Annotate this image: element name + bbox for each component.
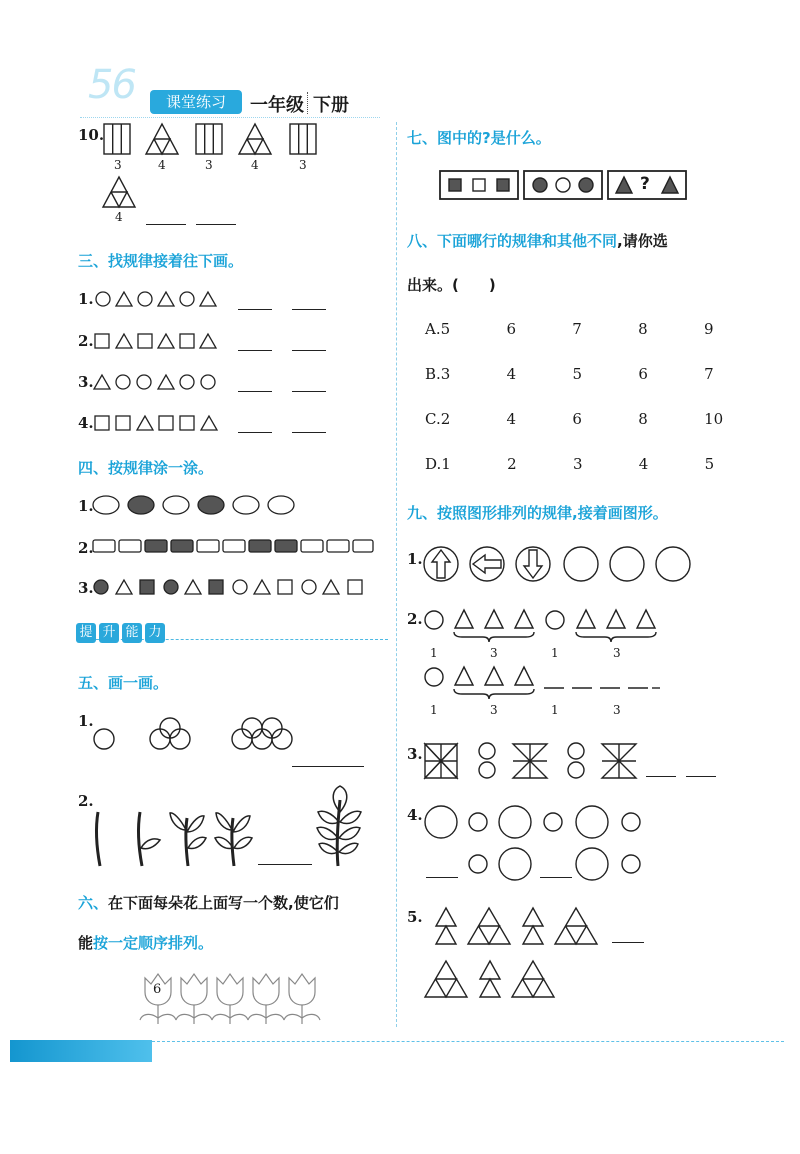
bowtie-shape — [425, 744, 457, 778]
bowtie-shape — [513, 744, 547, 778]
question-mark: ? — [640, 174, 650, 194]
section-8-title-c: ,请你选 — [617, 232, 668, 250]
four-triangle-shape — [555, 908, 597, 944]
item-number: 2. — [78, 792, 94, 810]
q10-label: 3 — [205, 158, 213, 172]
item-number: 4. — [78, 414, 94, 432]
count-label: 3 — [490, 703, 498, 717]
footer-rule — [152, 1041, 784, 1042]
answer-blank[interactable] — [540, 877, 572, 878]
section-6-line2-b: 按一定顺序排列。 — [93, 934, 214, 952]
four-triangle-shape — [425, 961, 467, 997]
four-triangle-shape — [512, 961, 554, 997]
answer-blank[interactable] — [612, 942, 644, 943]
section-8-line2-text: 出来。( ) — [407, 276, 496, 294]
item-number: 3. — [407, 745, 423, 763]
header-volume: 下册 — [313, 95, 349, 116]
count-label: 1 — [430, 703, 438, 717]
answer-blank[interactable] — [686, 776, 716, 777]
count-label: 1 — [551, 646, 559, 660]
section-6-title-prefix: 六、 — [78, 894, 109, 912]
item-number: 1. — [407, 550, 423, 568]
section-3-title: 三、找规律接着往下画。 — [78, 252, 244, 270]
skill-char: 能 — [122, 623, 142, 643]
page-number: 56 — [88, 62, 135, 108]
count-label: 3 — [613, 646, 621, 660]
flower-number: 6 — [153, 982, 162, 997]
bowtie-shape — [602, 744, 636, 778]
item-number: 2. — [407, 610, 423, 628]
count-label: 3 — [613, 703, 621, 717]
item-number: 2. — [78, 332, 94, 350]
count-label: 1 — [430, 646, 438, 660]
q10-label: 3 — [299, 158, 307, 172]
section-4-title: 四、按规律涂一涂。 — [78, 459, 214, 477]
count-label: 3 — [490, 646, 498, 660]
section-8-title-b: 哪行的规律和其他不同 — [467, 232, 618, 250]
item-number: 1. — [78, 497, 94, 515]
stacked-triangle-shape — [523, 908, 543, 944]
item-number: 5. — [407, 908, 423, 926]
section-8-title-a: 八、下面 — [407, 232, 468, 250]
stacked-triangle-shape — [436, 908, 456, 944]
q10-label: 3 — [114, 158, 122, 172]
option-d[interactable]: D.1 2 3 4 5 — [425, 455, 715, 473]
section-5-title: 五、画一画。 — [78, 674, 169, 692]
option-b[interactable]: B.3 4 5 6 7 — [425, 365, 714, 383]
option-c[interactable]: C.2 4 6 8 10 — [425, 410, 724, 428]
header-grade: 一年级 — [250, 95, 304, 116]
skill-char: 升 — [99, 623, 119, 643]
section-6-title-rest: 在下面每朵花上面写一个数,使它们 — [108, 894, 339, 912]
skill-char: 力 — [145, 623, 165, 643]
answer-blank[interactable] — [646, 776, 676, 777]
section-6-line2-a: 能 — [78, 934, 94, 952]
answer-blank[interactable] — [426, 877, 458, 878]
option-a[interactable]: A.5 6 7 8 9 — [425, 320, 714, 338]
item-number: 2. — [78, 539, 94, 557]
q10-label: 4 — [251, 158, 259, 172]
q10-number: 10. — [78, 126, 105, 144]
section-9-title: 九、按照图形排列的规律,接着画图形。 — [407, 504, 668, 522]
item-number: 4. — [407, 806, 423, 824]
skill-char: 提 — [76, 623, 96, 643]
q10-label: 4 — [158, 158, 166, 172]
header-badge: 课堂练习 — [150, 90, 242, 114]
q10-label: 4 — [115, 210, 123, 224]
item-number: 1. — [78, 712, 94, 730]
stacked-triangle-shape — [480, 961, 500, 997]
section-7-title: 七、图中的?是什么。 — [407, 129, 551, 147]
item-number: 3. — [78, 373, 94, 391]
footer-bar — [10, 1040, 152, 1062]
four-triangle-shape — [468, 908, 510, 944]
item-number: 3. — [78, 579, 94, 597]
item-number: 1. — [78, 290, 94, 308]
count-label: 1 — [551, 703, 559, 717]
